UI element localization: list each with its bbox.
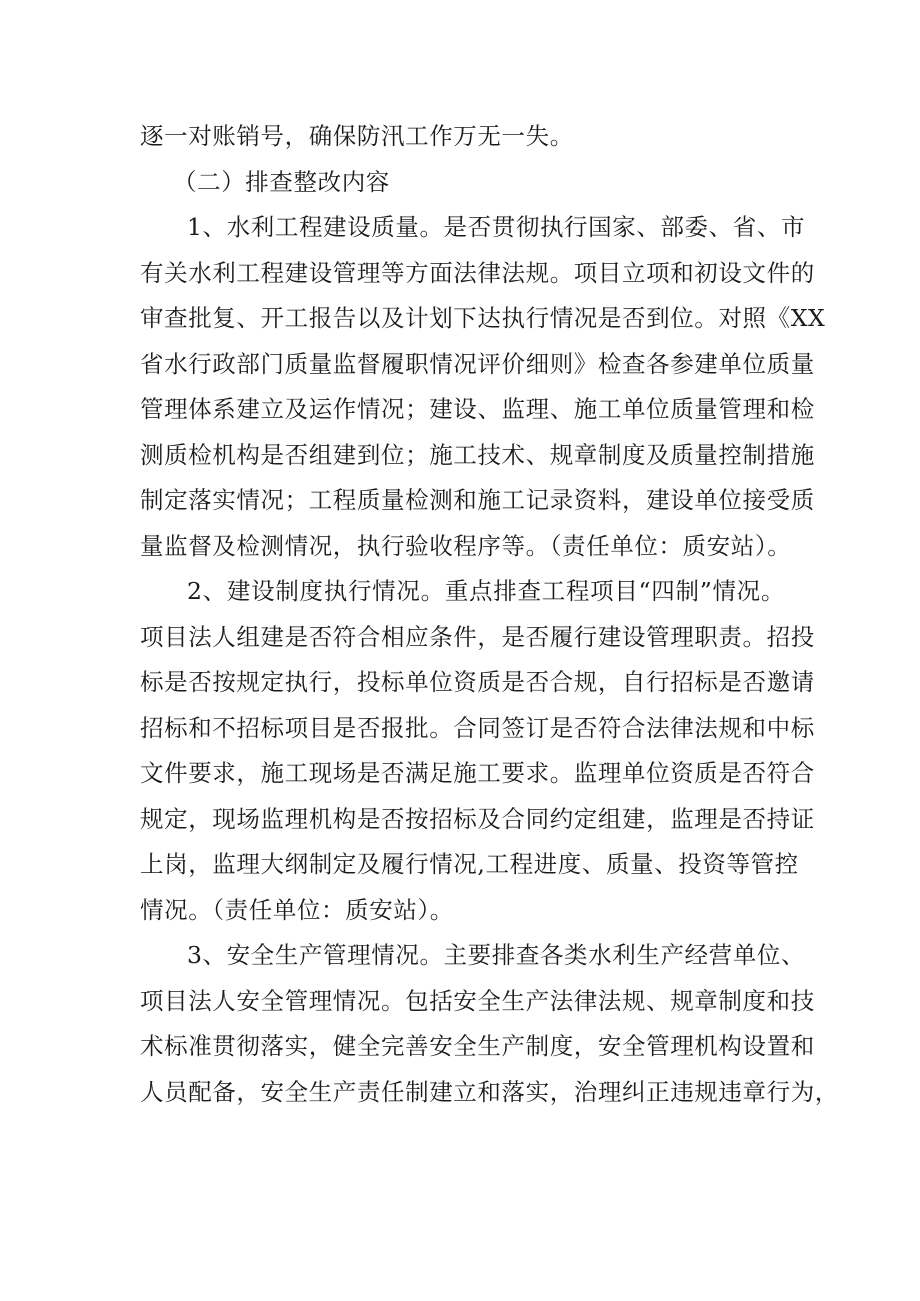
paragraph-1-line-8: 量监督及检测情况，执行验收程序等。（责任单位：质安站）。 bbox=[140, 531, 792, 560]
paragraph-1-line-1: 1、水利工程建设质量。是否贯彻执行国家、部委、省、市 bbox=[187, 213, 806, 241]
section-heading: （二）排查整改内容 bbox=[173, 167, 390, 196]
paragraph-3-line-2: 项目法人安全管理情况。包括安全生产法律法规、规章制度和技 bbox=[140, 986, 815, 1015]
paragraph-2-line-6: 规定，现场监理机构是否按招标及合同约定组建，监理是否持证 bbox=[140, 804, 815, 833]
paragraph-3-line-4: 人员配备，安全生产责任制建立和落实，治理纠正违规违章行为， bbox=[140, 1077, 839, 1106]
paragraph-1-line-2: 有关水利工程建设管理等方面法律法规。项目立项和初设文件的 bbox=[140, 258, 815, 287]
text-line-continuation: 逐一对账销号，确保防汛工作万无一失。 bbox=[140, 122, 574, 150]
paragraph-1-line-5: 管理体系建立及运作情况；建设、监理、施工单位质量管理和检 bbox=[140, 395, 815, 423]
paragraph-2-line-7: 上岗，监理大纲制定及履行情况,工程进度、质量、投资等管控 bbox=[140, 850, 799, 878]
paragraph-1-line-7: 制定落实情况；工程质量检测和施工记录资料，建设单位接受质 bbox=[140, 486, 815, 514]
paragraph-2-line-4: 招标和不招标项目是否报批。合同签订是否符合法律法规和中标 bbox=[140, 713, 815, 742]
body-text bbox=[140, 114, 839, 1115]
paragraph-2-line-8: 情况。（责任单位：质安站）。 bbox=[140, 895, 454, 924]
paragraph-1-line-3: 审查批复、开工报告以及计划下达执行情况是否到位。对照《XX bbox=[140, 304, 826, 332]
paragraph-2-line-5: 文件要求，施工现场是否满足施工要求。监理单位资质是否符合 bbox=[140, 759, 815, 787]
paragraph-1-line-4: 省水行政部门质量监督履职情况评价细则》检查各参建单位质量 bbox=[140, 349, 815, 378]
paragraph-3-line-3: 术标准贯彻落实，健全完善安全生产制度，安全管理机构设置和 bbox=[140, 1032, 815, 1060]
paragraph-2-line-1: 2、建设制度执行情况。重点排查工程项目“四制”情况。 bbox=[187, 577, 785, 605]
paragraph-3-line-1: 3、安全生产管理情况。主要排查各类水利生产经营单位、 bbox=[187, 941, 806, 969]
paragraph-1-line-6: 测质检机构是否组建到位；施工技术、规章制度及质量控制措施 bbox=[140, 440, 815, 469]
paragraph-2-line-3: 标是否按规定执行，投标单位资质是否合规，自行招标是否邀请 bbox=[140, 668, 815, 696]
paragraph-2-line-2: 项目法人组建是否符合相应条件，是否履行建设管理职责。招投 bbox=[140, 622, 815, 651]
